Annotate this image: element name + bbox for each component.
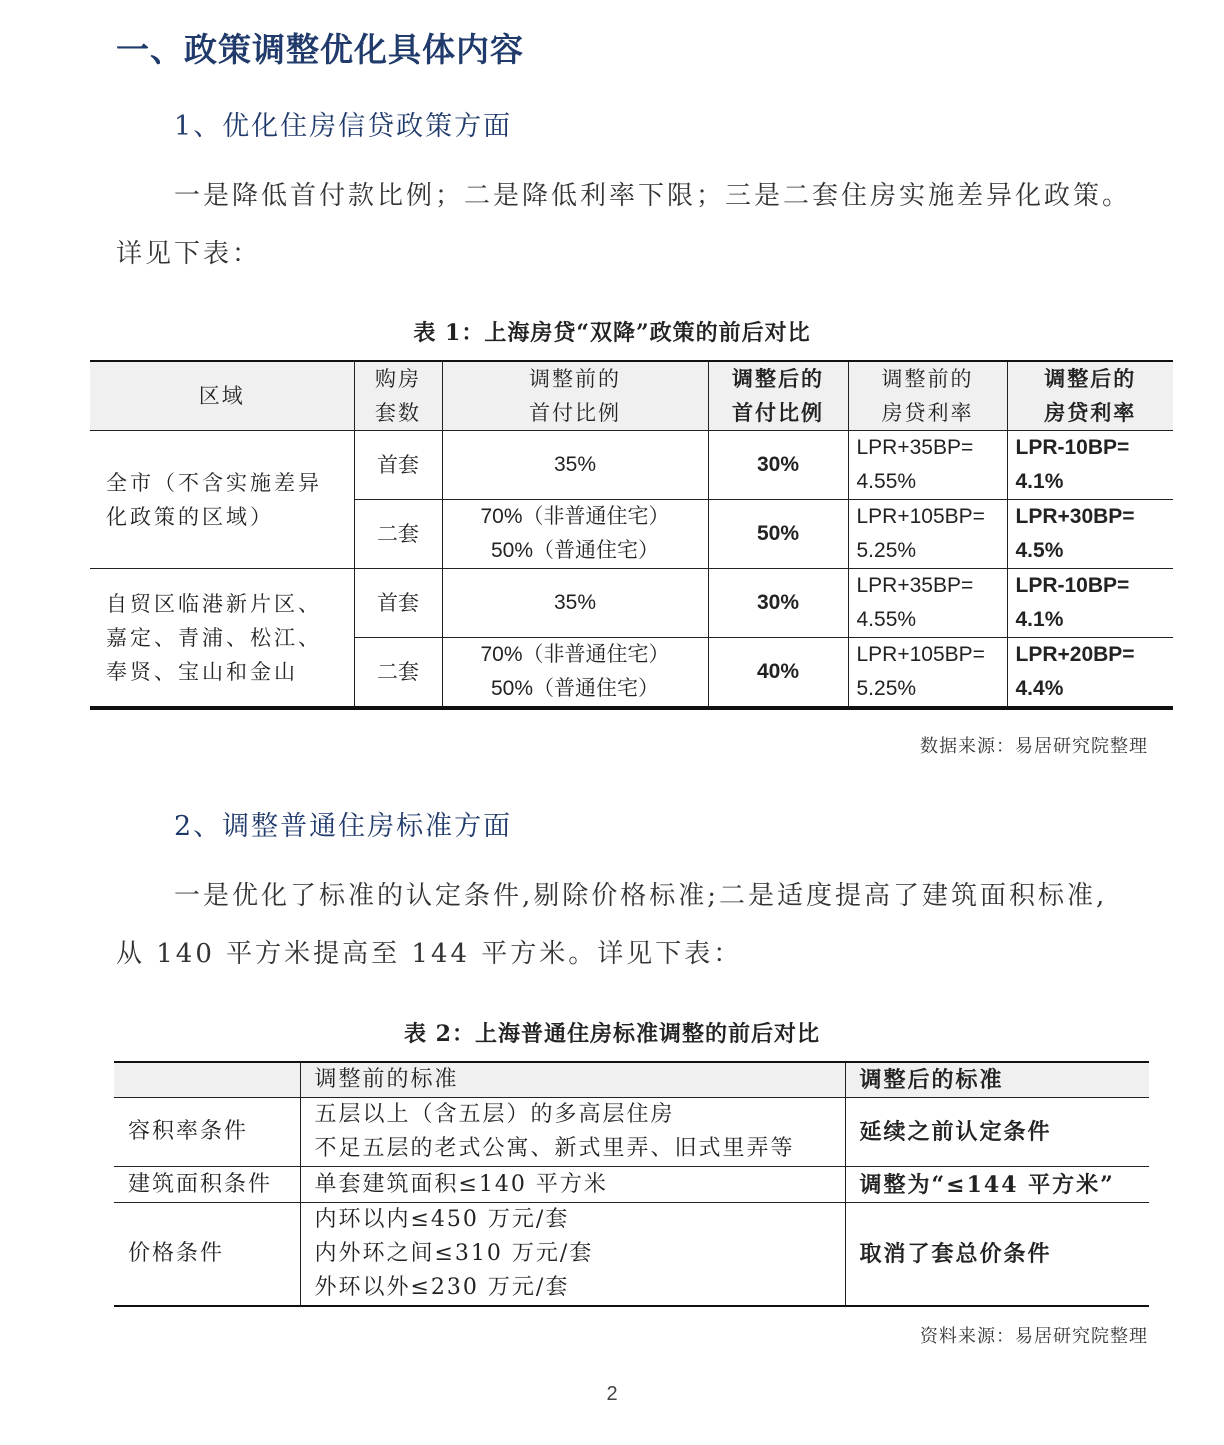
after-rate-cell: LPR+30BP= 4.5% bbox=[1007, 500, 1173, 569]
condition-label: 价格条件 bbox=[114, 1203, 300, 1307]
units-cell: 首套 bbox=[354, 431, 442, 500]
before-downpayment-cell: 70%（非普通住宅） 50%（普通住宅） bbox=[442, 638, 708, 709]
before-standard-cell: 单套建筑面积≤140 平方米 bbox=[300, 1167, 845, 1203]
units-cell: 二套 bbox=[354, 638, 442, 709]
table-row bbox=[90, 569, 1173, 638]
before-downpayment-cell: 70%（非普通住宅） 50%（普通住宅） bbox=[442, 500, 708, 569]
after-rate-cell: LPR-10BP= 4.1% bbox=[1007, 431, 1173, 500]
region-cell: 自贸区临港新片区、 嘉定、青浦、松江、 奉贤、宝山和金山 bbox=[90, 569, 354, 709]
condition-label: 建筑面积条件 bbox=[114, 1167, 300, 1203]
table-2 bbox=[114, 1061, 1149, 1307]
table-1-source: 数据来源：易居研究院整理 bbox=[920, 736, 1148, 757]
region-cell: 全市（不含实施差异 化政策的区域） bbox=[90, 431, 354, 569]
header-region: 区域 bbox=[90, 361, 354, 431]
before-rate-cell: LPR+35BP= 4.55% bbox=[848, 569, 1007, 638]
heading-1: 一、政策调整优化具体内容 bbox=[116, 30, 524, 69]
table-row bbox=[114, 1098, 1149, 1167]
header-before-downpayment: 调整前的 首付比例 bbox=[442, 361, 708, 431]
header-after-rate: 调整后的 房贷利率 bbox=[1007, 361, 1173, 431]
header-blank bbox=[114, 1062, 300, 1098]
before-downpayment-cell: 35% bbox=[442, 569, 708, 638]
table-1 bbox=[90, 360, 1173, 710]
units-cell: 首套 bbox=[354, 569, 442, 638]
condition-label: 容积率条件 bbox=[114, 1098, 300, 1167]
table-row bbox=[114, 1203, 1149, 1307]
after-standard-cell: 延续之前认定条件 bbox=[845, 1098, 1149, 1167]
table-row bbox=[114, 1167, 1149, 1203]
section-1-paragraph bbox=[116, 167, 1156, 283]
before-standard-cell: 五层以上（含五层）的多高层住房 不足五层的老式公寓、新式里弄、旧式里弄等 bbox=[300, 1098, 845, 1167]
table-1-caption: 表 1：上海房贷“双降”政策的前后对比 bbox=[413, 320, 811, 346]
header-before-rate: 调整前的 房贷利率 bbox=[848, 361, 1007, 431]
before-rate-cell: LPR+35BP= 4.55% bbox=[848, 431, 1007, 500]
before-rate-cell: LPR+105BP= 5.25% bbox=[848, 638, 1007, 709]
before-rate-cell: LPR+105BP= 5.25% bbox=[848, 500, 1007, 569]
before-downpayment-cell: 35% bbox=[442, 431, 708, 500]
table-1-header-row bbox=[90, 361, 1173, 431]
header-before-standard: 调整前的标准 bbox=[300, 1062, 845, 1098]
after-downpayment-cell: 30% bbox=[708, 569, 848, 638]
after-standard-cell: 取消了套总价条件 bbox=[845, 1203, 1149, 1307]
table-2-source: 资料来源：易居研究院整理 bbox=[920, 1326, 1148, 1347]
units-cell: 二套 bbox=[354, 500, 442, 569]
after-rate-cell: LPR-10BP= 4.1% bbox=[1007, 569, 1173, 638]
section-1-line-2: 详见下表： bbox=[116, 239, 262, 269]
section-2-paragraph bbox=[116, 867, 1156, 983]
before-standard-cell: 内环以内≤450 万元/套 内外环之间≤310 万元/套 外环以外≤230 万元/套 bbox=[300, 1203, 845, 1307]
after-downpayment-cell: 30% bbox=[708, 431, 848, 500]
after-rate-cell: LPR+20BP= 4.4% bbox=[1007, 638, 1173, 709]
header-after-standard: 调整后的标准 bbox=[845, 1062, 1149, 1098]
section-2-title: 2、调整普通住房标准方面 bbox=[174, 811, 513, 842]
page-number: 2 bbox=[606, 1383, 618, 1405]
table-2-caption: 表 2：上海普通住房标准调整的前后对比 bbox=[404, 1021, 820, 1047]
section-1-line-1: 一是降低首付款比例；二是降低利率下限；三是二套住房实施差异化政策。 bbox=[174, 181, 1132, 211]
header-units: 购房 套数 bbox=[354, 361, 442, 431]
section-2-line-1: 一是优化了标准的认定条件,剔除价格标准;二是适度提高了建筑面积标准, bbox=[174, 881, 1108, 911]
section-2-line-2: 从 140 平方米提高至 144 平方米。详见下表： bbox=[116, 939, 743, 969]
after-downpayment-cell: 50% bbox=[708, 500, 848, 569]
header-after-downpayment: 调整后的 首付比例 bbox=[708, 361, 848, 431]
after-downpayment-cell: 40% bbox=[708, 638, 848, 709]
table-2-header-row bbox=[114, 1062, 1149, 1098]
table-row bbox=[90, 431, 1173, 500]
after-standard-cell: 调整为“≤144 平方米” bbox=[845, 1167, 1149, 1203]
section-1-title: 1、优化住房信贷政策方面 bbox=[174, 111, 513, 142]
